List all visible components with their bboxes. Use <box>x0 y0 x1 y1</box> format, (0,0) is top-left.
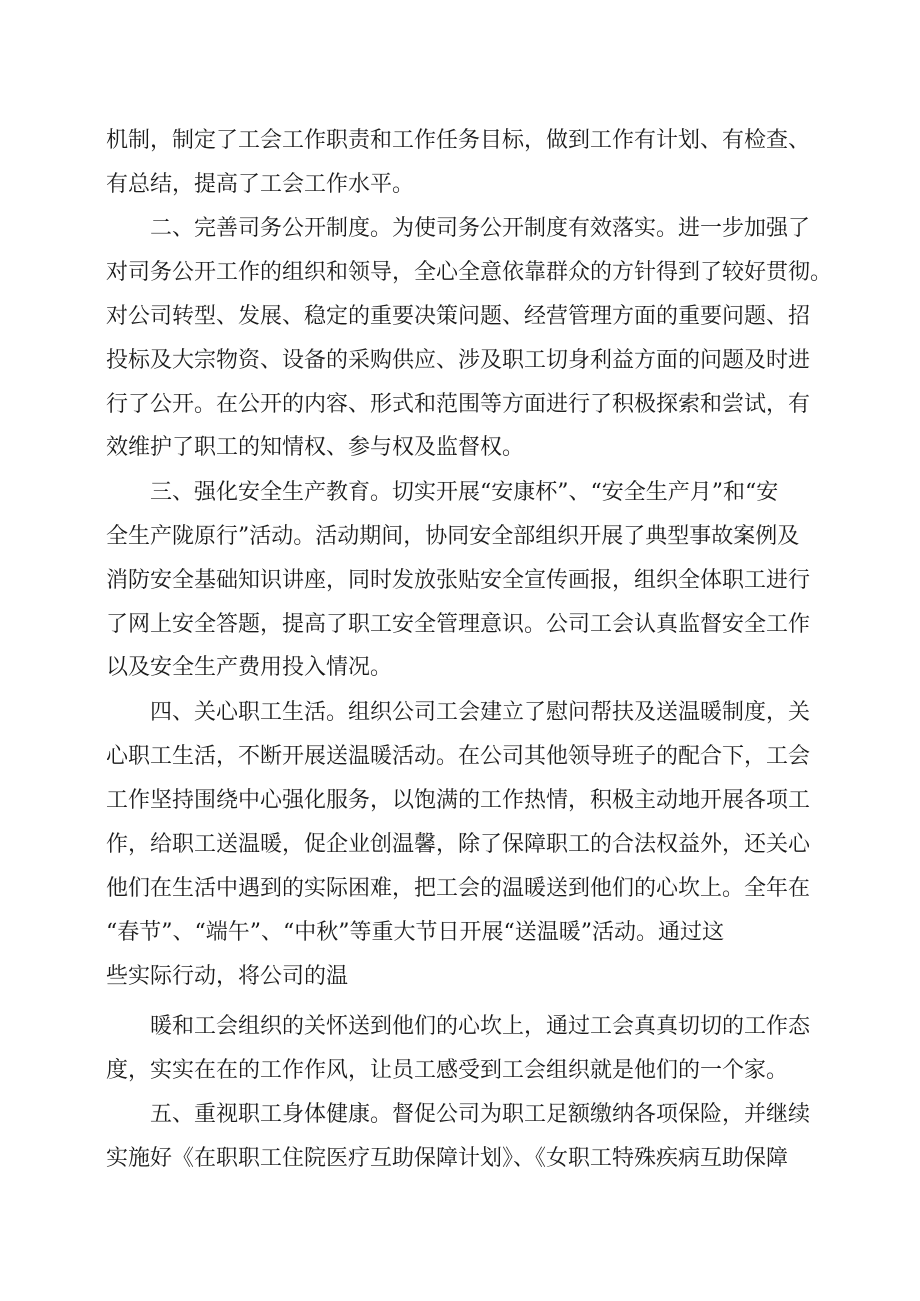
body-text-line: 对公司转型、发展、稳定的重要决策问题、经营管理方面的重要问题、招 <box>106 304 811 329</box>
body-text-line: 他们在生活中遇到的实际困难，把工会的温暖送到他们的心坎上。全年在 <box>106 876 811 901</box>
paragraph-start-line: 四、关心职工生活。组织公司工会建立了慰问帮扶及送温暖制度，关 <box>150 700 811 725</box>
body-text-line: 度，实实在在的工作作风，让员工感受到工会组织就是他们的一个家。 <box>106 1058 789 1083</box>
body-text-line: “春节”、“端午”、“中秋”等重大节日开展“送温暖”活动。通过这 <box>106 920 724 945</box>
body-text-line: 全生产陇原行”活动。活动期间，协同安全部组织开展了典型事故案例及 <box>106 524 800 549</box>
body-text-line: 效维护了职工的知情权、参与权及监督权。 <box>106 435 525 460</box>
body-text-line: 工作坚持围绕中心强化服务，以饱满的工作热情，积极主动地开展各项工 <box>106 788 811 813</box>
body-text-line: 以及安全生产费用投入情况。 <box>106 655 393 680</box>
body-text-line: 行了公开。在公开的内容、形式和范围等方面进行了积极探索和尝试，有 <box>106 392 811 417</box>
paragraph-start-line: 暖和工会组织的关怀送到他们的心坎上，通过工会真真切切的工作态 <box>150 1014 811 1039</box>
body-text-line: 了网上安全答题，提高了职工安全管理意识。公司工会认真监督安全工作 <box>106 612 811 637</box>
paragraph-start-line: 三、强化安全生产教育。切实开展“安康杯”、“安全生产月”和“安 <box>150 480 779 505</box>
body-text-line: 实施好《在职职工住院医疗互助保障计划》、《女职工特殊疾病互助保障 <box>106 1146 789 1171</box>
body-text-line: 消防安全基础知识讲座，同时发放张贴安全宣传画报，组织全体职工进行 <box>106 568 811 593</box>
body-text-line: 些实际行动，将公司的温 <box>106 964 349 989</box>
body-text-line: 机制，制定了工会工作职责和工作任务目标，做到工作有计划、有检查、 <box>106 128 811 153</box>
paragraph-start-line: 五、重视职工身体健康。督促公司为职工足额缴纳各项保险，并继续 <box>150 1102 811 1127</box>
paragraph-start-line: 二、完善司务公开制度。为使司务公开制度有效落实。进一步加强了 <box>150 216 811 241</box>
body-text-line: 心职工生活，不断开展送温暖活动。在公司其他领导班子的配合下，工会 <box>106 744 811 769</box>
body-text-line: 作，给职工送温暖，促企业创温馨，除了保障职工的合法权益外，还关心 <box>106 832 811 857</box>
body-text-line: 有总结，提高了工会工作水平。 <box>106 172 415 197</box>
body-text-line: 投标及大宗物资、设备的采购供应、涉及职工切身利益方面的问题及时进 <box>106 348 811 373</box>
body-text-line: 对司务公开工作的组织和领导，全心全意依靠群众的方针得到了较好贯彻。 <box>106 260 833 285</box>
